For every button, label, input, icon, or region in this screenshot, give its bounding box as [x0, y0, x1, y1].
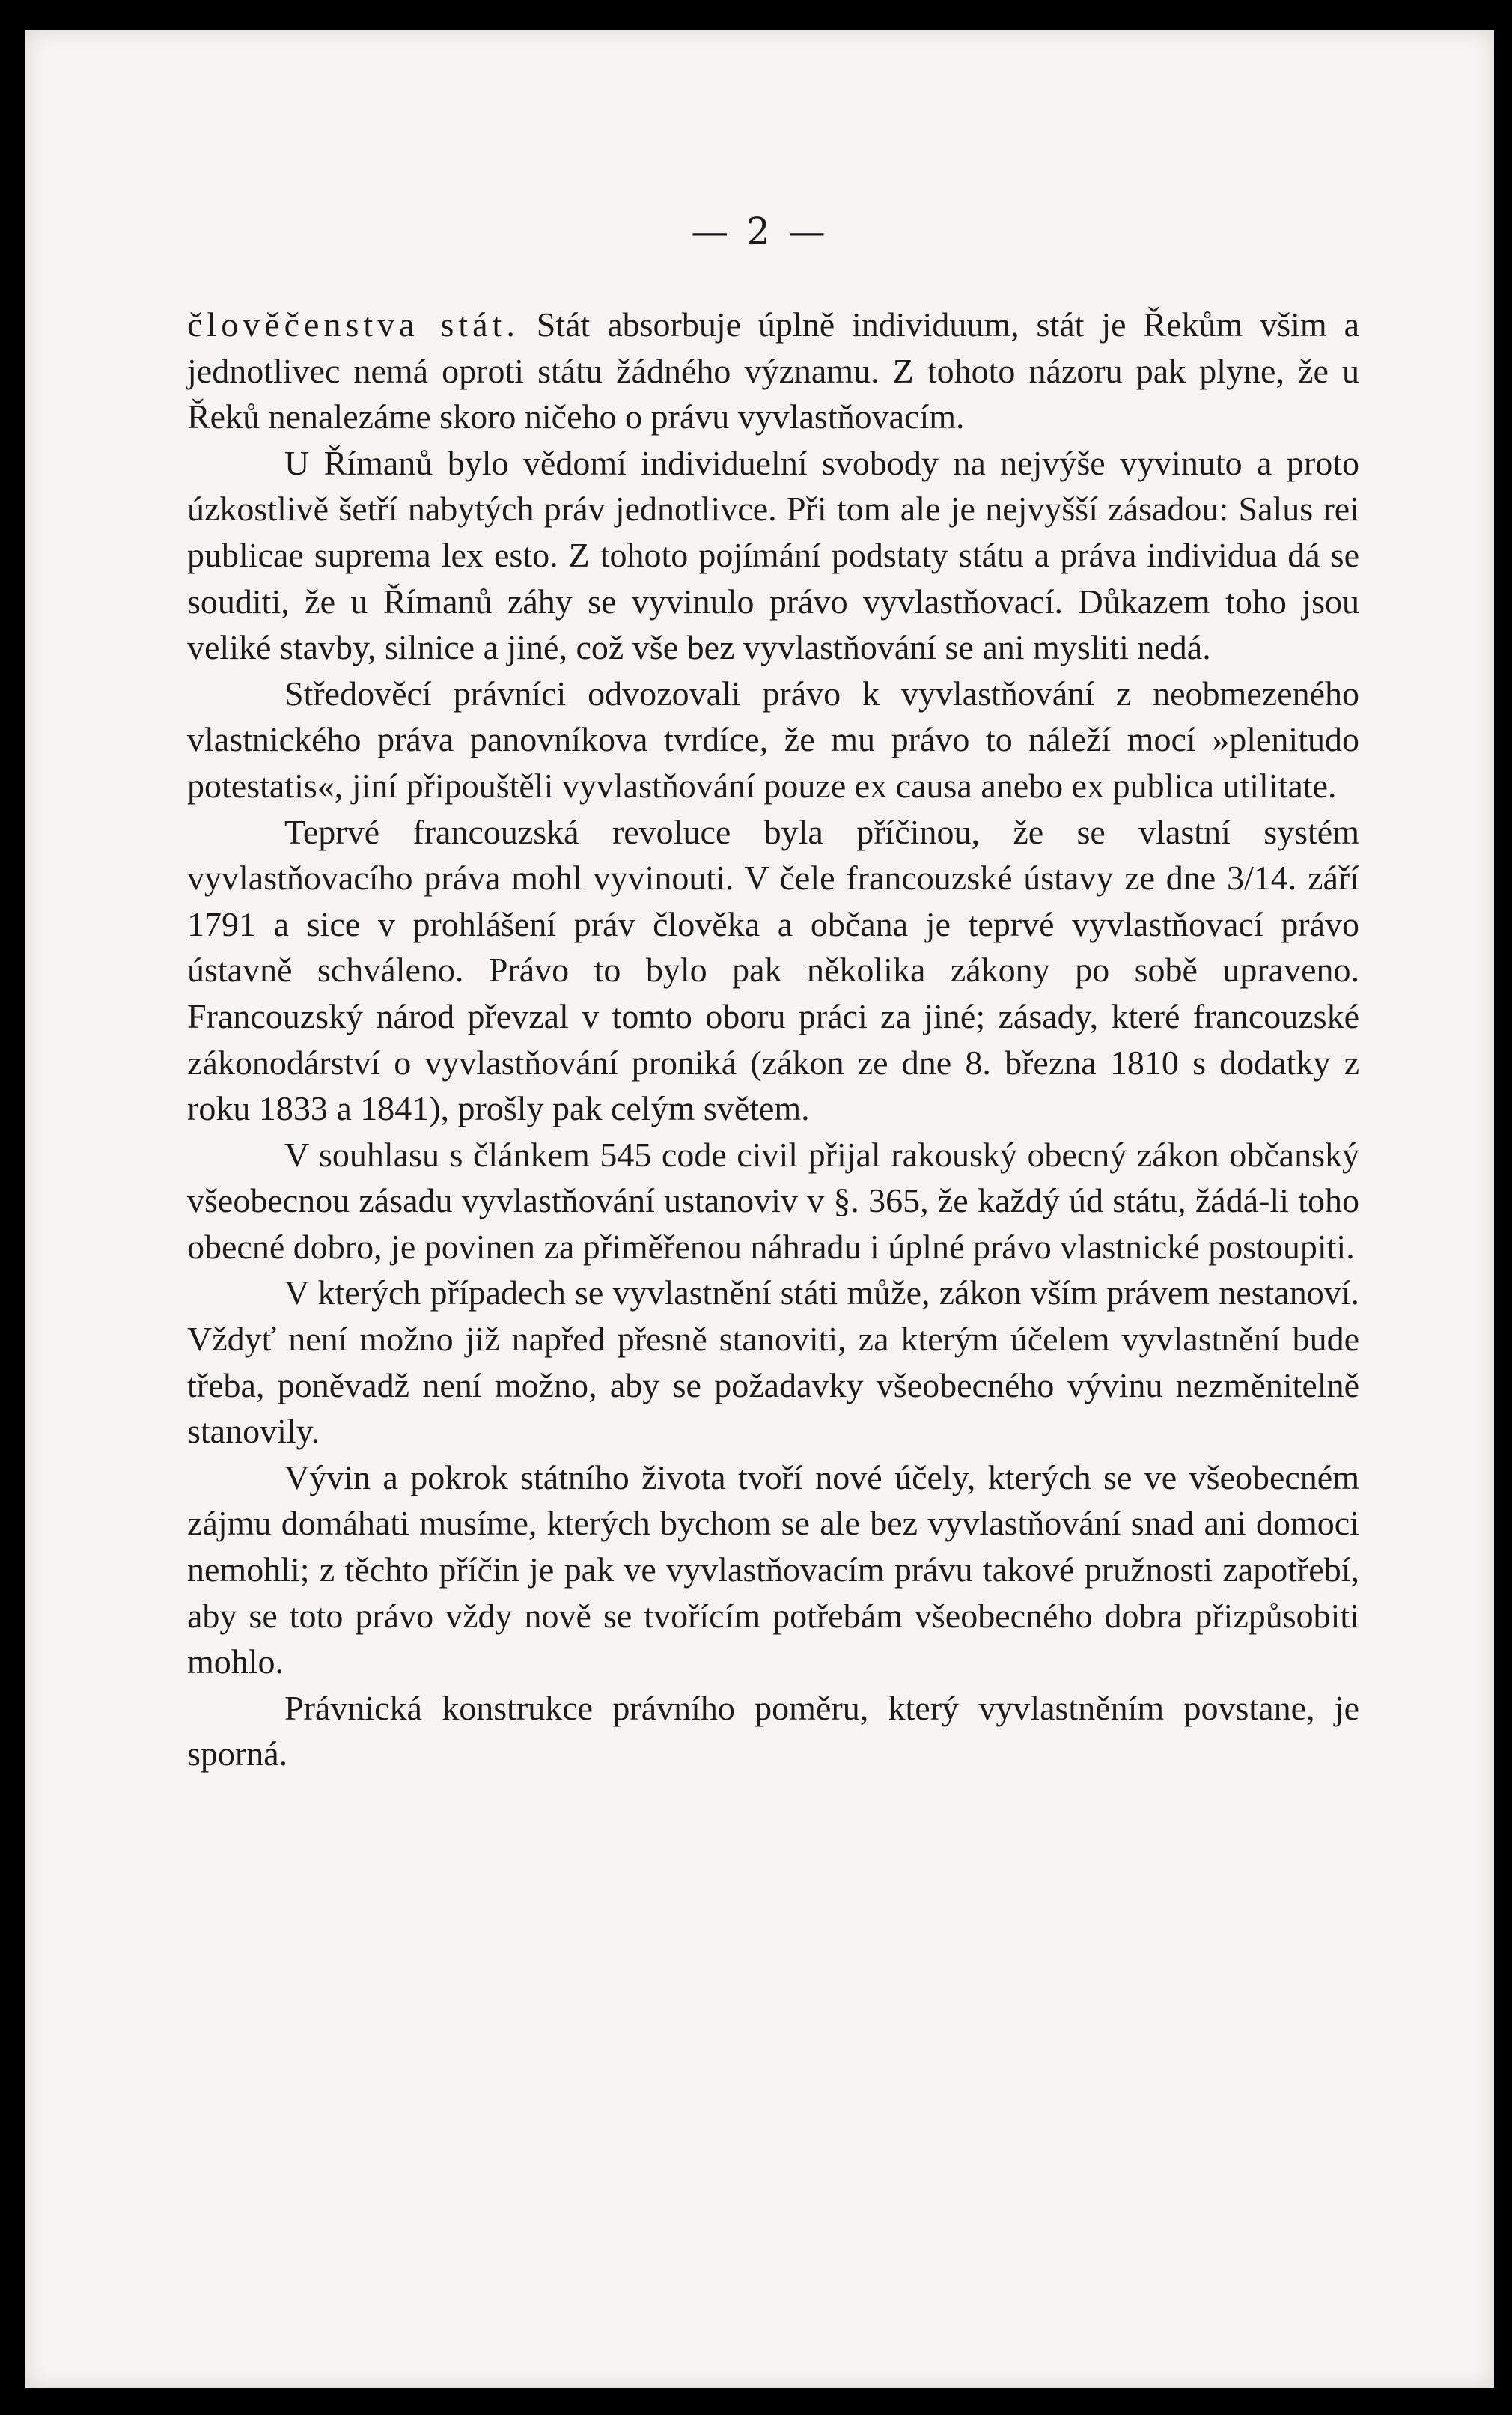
page-number: — 2 —: [691, 210, 829, 253]
paragraph-6: V kterých případech se vyvlastnění státi může, zákon vším právem nestanoví. Vždyť není možno již napřed přesně stanoviti, za kterým účelem vyvlastnění bude třeba, poněvadž není možno, aby se požadavky všeobecného vývinu nezměnitelně stanovily.: [187, 1273, 1359, 1451]
body-text: [187, 302, 1359, 1777]
paragraph-4: Teprvé francouzská revoluce byla příčinou, že se vlastní systém vyvlastňovacího práva mohl vyvinouti. V čele francouzské ústavy ze dne 3/14. září 1791 a sice v prohlášení práv člověka a občana je teprvé vyvlastňovací právo ústavně schváleno. Právo to bylo pak několika zákony po sobě upraveno. Francouzský národ převzal v tomto oboru práci za jiné; zásady, které francouzské zákonodárství o vyvlastňování proniká (zákon ze dne 8. března 1810 s dodatky z roku 1833 a 1841), prošly pak celým světem.: [187, 812, 1359, 1128]
emphasis-stat: člověčenstva stát.: [187, 305, 519, 344]
paragraph-3: Středověcí právníci odvozovali právo k vyvlastňování z neobmezeného vlastnického práva panovníkova tvrdíce, že mu právo to náleží mocí »plenitudo potestatis«, jiní připouštěli vyvlastňování pouze ex causa anebo ex publica utilitate.: [187, 674, 1359, 805]
paragraph-5: V souhlasu s článkem 545 code civil přijal rakouský obecný zákon občanský všeobecnou zásadu vyvlastňování ustanoviv v §. 365, že každý úd státu, žádá-li toho obecné dobro, je povinen za přiměřenou náhradu i úplné právo vlastnické postoupiti.: [187, 1135, 1359, 1266]
paragraph-2: U Římanů bylo vědomí individuelní svobody na nejvýše vyvinuto a proto úzkostlivě šetří nabytých práv jednotlivce. Při tom ale je nejvyšší zásadou: Salus rei publicae suprema lex esto. Z tohoto pojímání podstaty státu a práva individua dá se souditi, že u Římanů záhy se vyvinulo právo vyvlastňovací. Důkazem toho jsou veliké stavby, silnice a jiné, což vše bez vyvlastňování se ani mysliti nedá.: [187, 443, 1359, 667]
paragraph-8: Právnická konstrukce právního poměru, který vyvlastněním povstane, je sporná.: [187, 1688, 1359, 1773]
paragraph-1: [187, 302, 1359, 440]
scanned-page: [25, 30, 1494, 2388]
paragraph-7: Vývin a pokrok státního života tvoří nové účely, kterých se ve všeobecném zájmu domáhati musíme, kterých bychom se ale bez vyvlastňování snad ani domoci nemohli; z těchto příčin je pak ve vyvlastňovacím právu takové pružnosti zapotřebí, aby se toto právo vždy nově se tvořícím potřebám všeobecného dobra přizpůsobiti mohlo.: [187, 1458, 1359, 1681]
paragraph-1-text: Stát absorbuje úplně individuum, stát je Řekům všim a jednotlivec nemá oproti státu žádného významu. Z tohoto názoru pak plyne, že u Řeků nenalezáme skoro ničeho o právu vyvlastňovacím.: [187, 305, 1359, 436]
